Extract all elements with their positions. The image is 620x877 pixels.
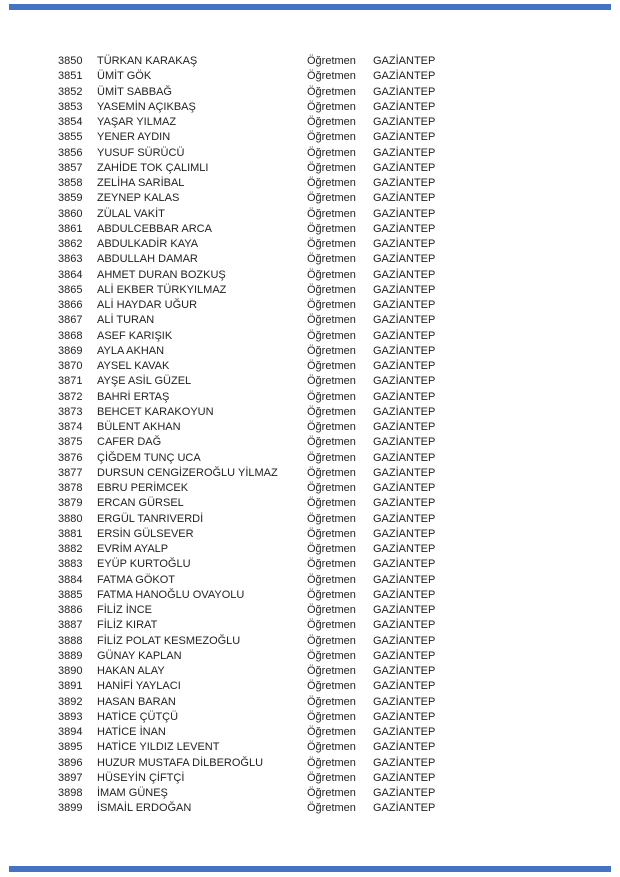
table-row	[58, 451, 620, 466]
province-cell: GAZİANTEP	[373, 421, 436, 433]
province-cell: GAZİANTEP	[373, 222, 436, 235]
role-cell: Öğretmen	[307, 558, 356, 571]
person-name: HASAN BARAN	[97, 695, 176, 708]
row-number: 3859	[58, 192, 83, 205]
row-number: 3899	[58, 802, 83, 815]
table-row	[58, 786, 620, 801]
role-cell: Öğretmen	[307, 466, 356, 479]
person-name: ERSİN GÜLSEVER	[97, 527, 194, 540]
row-number: 3895	[58, 741, 83, 754]
row-number: 3855	[58, 131, 83, 144]
province-cell: GAZİANTEP	[373, 634, 436, 647]
row-number: 3874	[58, 421, 83, 433]
row-number: 3850	[58, 55, 83, 67]
row-number: 3887	[58, 619, 83, 632]
province-cell: GAZİANTEP	[373, 451, 436, 464]
row-number: 3861	[58, 222, 83, 235]
table-row	[58, 618, 620, 633]
table-row	[58, 634, 620, 649]
province-cell: GAZİANTEP	[373, 741, 436, 754]
person-name: HATİCE İNAN	[97, 726, 166, 738]
province-cell: GAZİANTEP	[373, 649, 436, 662]
person-name: FATMA HANOĞLU OVAYOLU	[97, 588, 245, 601]
role-cell: Öğretmen	[307, 390, 356, 403]
row-number: 3862	[58, 238, 83, 250]
province-cell: GAZİANTEP	[373, 299, 436, 311]
row-number: 3880	[58, 512, 83, 525]
person-name: ABDULLAH DAMAR	[97, 253, 198, 266]
role-cell: Öğretmen	[307, 100, 356, 113]
person-name: DURSUN CENGİZEROĞLU YİLMAZ	[97, 466, 278, 479]
row-number: 3892	[58, 695, 83, 708]
table-row	[58, 664, 620, 679]
role-cell: Öğretmen	[307, 573, 356, 586]
row-number: 3889	[58, 649, 83, 662]
role-cell: Öğretmen	[307, 131, 356, 144]
province-cell: GAZİANTEP	[373, 85, 436, 98]
row-number: 3883	[58, 558, 83, 571]
role-cell: Öğretmen	[307, 268, 356, 281]
person-name: FİLİZ İNCE	[97, 604, 153, 616]
person-name: ZÜLAL VAKİT	[97, 207, 165, 220]
province-cell: GAZİANTEP	[373, 177, 436, 189]
role-cell: Öğretmen	[307, 619, 356, 632]
role-cell: Öğretmen	[307, 253, 356, 266]
row-number: 3853	[58, 100, 83, 113]
table-row	[58, 313, 620, 328]
row-number: 3881	[58, 527, 83, 540]
province-cell: GAZİANTEP	[373, 283, 436, 296]
person-name: EYÜP KURTOĞLU	[97, 558, 191, 571]
table-row	[58, 100, 620, 115]
row-number: 3888	[58, 634, 83, 647]
person-name: İMAM GÜNEŞ	[97, 787, 168, 799]
role-cell: Öğretmen	[307, 238, 356, 250]
province-cell: GAZİANTEP	[373, 375, 436, 388]
role-cell: Öğretmen	[307, 527, 356, 540]
person-name: ZAHİDE TOK ÇALIMLI	[97, 161, 209, 174]
row-number: 3879	[58, 497, 83, 510]
province-cell: GAZİANTEP	[373, 710, 436, 723]
table-row	[58, 115, 620, 130]
role-cell: Öğretmen	[307, 375, 356, 388]
role-cell: Öğretmen	[307, 55, 356, 67]
table-row	[58, 359, 620, 374]
person-name: AYŞE ASİL GÜZEL	[97, 375, 192, 388]
person-name: YASEMİN AÇIKBAŞ	[97, 100, 196, 113]
table-row	[58, 329, 620, 344]
table-row	[58, 54, 620, 69]
row-number: 3860	[58, 207, 83, 220]
table-row	[58, 390, 620, 405]
province-cell: GAZİANTEP	[373, 558, 436, 571]
province-cell: GAZİANTEP	[373, 161, 436, 174]
role-cell: Öğretmen	[307, 787, 356, 799]
row-number: 3864	[58, 268, 83, 281]
province-cell: GAZİANTEP	[373, 573, 436, 586]
person-name: FİLİZ KIRAT	[97, 619, 158, 632]
province-cell: GAZİANTEP	[373, 787, 436, 799]
table-row	[58, 130, 620, 145]
person-name: HÜSEYİN ÇİFTÇİ	[97, 771, 185, 784]
row-number: 3890	[58, 665, 83, 677]
row-number: 3865	[58, 283, 83, 296]
person-name: ALİ EKBER TÜRKYILMAZ	[97, 283, 227, 296]
person-name: ZEYNEP KALAS	[97, 192, 180, 205]
table-row	[58, 222, 620, 237]
table-row	[58, 69, 620, 84]
person-name: FİLİZ POLAT KESMEZOĞLU	[97, 634, 241, 647]
row-number: 3876	[58, 451, 83, 464]
table-row	[58, 176, 620, 191]
row-number: 3856	[58, 146, 83, 159]
person-name: HATİCE ÇÜTÇÜ	[97, 710, 179, 723]
table-row	[58, 542, 620, 557]
table-row	[58, 146, 620, 161]
person-name: ABDULKADİR KAYA	[97, 238, 199, 250]
province-cell: GAZİANTEP	[373, 512, 436, 525]
person-name: ZELİHA SARİBAL	[97, 177, 185, 189]
province-cell: GAZİANTEP	[373, 314, 436, 327]
role-cell: Öğretmen	[307, 497, 356, 510]
table-row	[58, 801, 620, 816]
row-number: 3878	[58, 482, 83, 494]
role-cell: Öğretmen	[307, 314, 356, 327]
province-cell: GAZİANTEP	[373, 466, 436, 479]
table-row	[58, 603, 620, 618]
table-row	[58, 496, 620, 511]
row-number: 3896	[58, 756, 83, 769]
role-cell: Öğretmen	[307, 802, 356, 815]
role-cell: Öğretmen	[307, 421, 356, 433]
table-row	[58, 771, 620, 786]
province-cell: GAZİANTEP	[373, 665, 436, 677]
person-name: HAKAN ALAY	[97, 665, 165, 677]
province-cell: GAZİANTEP	[373, 360, 436, 372]
table-row	[58, 512, 620, 527]
table-row	[58, 191, 620, 206]
province-cell: GAZİANTEP	[373, 604, 436, 616]
row-number: 3868	[58, 329, 83, 342]
province-cell: GAZİANTEP	[373, 802, 436, 815]
table-row	[58, 725, 620, 740]
person-name: ABDULCEBBAR ARCA	[97, 222, 212, 235]
row-number: 3875	[58, 436, 83, 449]
role-cell: Öğretmen	[307, 283, 356, 296]
table-row	[58, 740, 620, 755]
table-row	[58, 466, 620, 481]
table-row	[58, 298, 620, 313]
table-row	[58, 527, 620, 542]
person-name: HUZUR MUSTAFA DİLBEROĞLU	[97, 756, 264, 769]
role-cell: Öğretmen	[307, 588, 356, 601]
role-cell: Öğretmen	[307, 161, 356, 174]
row-number: 3877	[58, 466, 83, 479]
table-row	[58, 207, 620, 222]
row-number: 3893	[58, 710, 83, 723]
person-name: CAFER DAĞ	[97, 436, 162, 449]
province-cell: GAZİANTEP	[373, 55, 436, 67]
row-number: 3884	[58, 573, 83, 586]
table-row	[58, 481, 620, 496]
province-cell: GAZİANTEP	[373, 756, 436, 769]
role-cell: Öğretmen	[307, 634, 356, 647]
province-cell: GAZİANTEP	[373, 344, 436, 357]
role-cell: Öğretmen	[307, 360, 356, 372]
province-cell: GAZİANTEP	[373, 527, 436, 540]
role-cell: Öğretmen	[307, 451, 356, 464]
table-row	[58, 756, 620, 771]
province-cell: GAZİANTEP	[373, 482, 436, 494]
role-cell: Öğretmen	[307, 146, 356, 159]
person-name: BEHCET KARAKOYUN	[97, 405, 214, 418]
person-name: ÜMİT GÖK	[97, 70, 152, 83]
person-name: AYSEL KAVAK	[97, 360, 170, 372]
role-cell: Öğretmen	[307, 344, 356, 357]
table-row	[58, 252, 620, 267]
row-number: 3867	[58, 314, 83, 327]
top-border-bar	[9, 4, 611, 10]
person-name: HATİCE YILDIZ LEVENT	[97, 741, 220, 754]
person-name: YENER AYDIN	[97, 131, 171, 144]
person-name: HANİFİ YAYLACI	[97, 680, 181, 693]
row-number: 3866	[58, 299, 83, 311]
person-name: ÇİĞDEM TUNÇ UCA	[97, 451, 201, 464]
table-row	[58, 374, 620, 389]
province-cell: GAZİANTEP	[373, 497, 436, 510]
row-number: 3857	[58, 161, 83, 174]
province-cell: GAZİANTEP	[373, 436, 436, 449]
person-name: BÜLENT AKHAN	[97, 421, 181, 433]
role-cell: Öğretmen	[307, 756, 356, 769]
role-cell: Öğretmen	[307, 726, 356, 738]
province-cell: GAZİANTEP	[373, 268, 436, 281]
province-cell: GAZİANTEP	[373, 100, 436, 113]
person-name: ALİ HAYDAR UĞUR	[97, 299, 198, 311]
role-cell: Öğretmen	[307, 771, 356, 784]
province-cell: GAZİANTEP	[373, 543, 436, 555]
role-cell: Öğretmen	[307, 512, 356, 525]
role-cell: Öğretmen	[307, 222, 356, 235]
province-cell: GAZİANTEP	[373, 390, 436, 403]
row-number: 3854	[58, 116, 83, 128]
row-number: 3863	[58, 253, 83, 266]
province-cell: GAZİANTEP	[373, 329, 436, 342]
row-number: 3885	[58, 588, 83, 601]
province-cell: GAZİANTEP	[373, 695, 436, 708]
person-name: EVRİM AYALP	[97, 543, 169, 555]
role-cell: Öğretmen	[307, 329, 356, 342]
person-name: AHMET DURAN BOZKUŞ	[97, 268, 226, 281]
province-cell: GAZİANTEP	[373, 238, 436, 250]
role-cell: Öğretmen	[307, 207, 356, 220]
table-row	[58, 283, 620, 298]
row-number: 3894	[58, 726, 83, 738]
row-number: 3851	[58, 70, 83, 83]
role-cell: Öğretmen	[307, 85, 356, 98]
role-cell: Öğretmen	[307, 665, 356, 677]
role-cell: Öğretmen	[307, 741, 356, 754]
province-cell: GAZİANTEP	[373, 680, 436, 693]
person-name: AYLA AKHAN	[97, 344, 165, 357]
province-cell: GAZİANTEP	[373, 131, 436, 144]
person-name: İSMAİL ERDOĞAN	[97, 802, 192, 815]
row-number: 3858	[58, 177, 83, 189]
role-cell: Öğretmen	[307, 482, 356, 494]
role-cell: Öğretmen	[307, 192, 356, 205]
table-row	[58, 435, 620, 450]
role-cell: Öğretmen	[307, 695, 356, 708]
province-cell: GAZİANTEP	[373, 405, 436, 418]
role-cell: Öğretmen	[307, 436, 356, 449]
province-cell: GAZİANTEP	[373, 771, 436, 784]
province-cell: GAZİANTEP	[373, 70, 436, 83]
table-row	[58, 268, 620, 283]
role-cell: Öğretmen	[307, 116, 356, 128]
province-cell: GAZİANTEP	[373, 207, 436, 220]
person-name: EBRU PERİMCEK	[97, 482, 189, 494]
province-cell: GAZİANTEP	[373, 588, 436, 601]
role-cell: Öğretmen	[307, 710, 356, 723]
table-row	[58, 573, 620, 588]
role-cell: Öğretmen	[307, 680, 356, 693]
table-row	[58, 161, 620, 176]
person-name: YAŞAR YILMAZ	[97, 116, 177, 128]
row-number: 3872	[58, 390, 83, 403]
table-row	[58, 405, 620, 420]
personnel-list	[58, 54, 620, 817]
row-number: 3852	[58, 85, 83, 98]
role-cell: Öğretmen	[307, 299, 356, 311]
table-row	[58, 649, 620, 664]
role-cell: Öğretmen	[307, 604, 356, 616]
person-name: ERCAN GÜRSEL	[97, 497, 184, 510]
table-row	[58, 679, 620, 694]
row-number: 3882	[58, 543, 83, 555]
province-cell: GAZİANTEP	[373, 726, 436, 738]
table-row	[58, 420, 620, 435]
table-row	[58, 85, 620, 100]
row-number: 3886	[58, 604, 83, 616]
row-number: 3891	[58, 680, 83, 693]
province-cell: GAZİANTEP	[373, 116, 436, 128]
person-name: ERGÜL TANRIVERDİ	[97, 512, 204, 525]
role-cell: Öğretmen	[307, 177, 356, 189]
person-name: GÜNAY KAPLAN	[97, 649, 182, 662]
province-cell: GAZİANTEP	[373, 619, 436, 632]
row-number: 3871	[58, 375, 83, 388]
row-number: 3898	[58, 787, 83, 799]
table-row	[58, 237, 620, 252]
person-name: BAHRİ ERTAŞ	[97, 390, 170, 403]
role-cell: Öğretmen	[307, 70, 356, 83]
table-row	[58, 710, 620, 725]
role-cell: Öğretmen	[307, 649, 356, 662]
person-name: ALİ TURAN	[97, 314, 155, 327]
role-cell: Öğretmen	[307, 405, 356, 418]
table-row	[58, 344, 620, 359]
row-number: 3870	[58, 360, 83, 372]
role-cell: Öğretmen	[307, 543, 356, 555]
table-row	[58, 588, 620, 603]
table-row	[58, 695, 620, 710]
table-row	[58, 557, 620, 572]
person-name: TÜRKAN KARAKAŞ	[97, 55, 198, 67]
province-cell: GAZİANTEP	[373, 253, 436, 266]
row-number: 3873	[58, 405, 83, 418]
row-number: 3897	[58, 771, 83, 784]
person-name: FATMA GÖKOT	[97, 573, 176, 586]
person-name: ASEF KARIŞIK	[97, 329, 173, 342]
person-name: ÜMİT SABBAĞ	[97, 85, 172, 98]
row-number: 3869	[58, 344, 83, 357]
bottom-border-bar	[9, 866, 611, 872]
person-name: YUSUF SÜRÜCÜ	[97, 146, 185, 159]
province-cell: GAZİANTEP	[373, 146, 436, 159]
province-cell: GAZİANTEP	[373, 192, 436, 205]
